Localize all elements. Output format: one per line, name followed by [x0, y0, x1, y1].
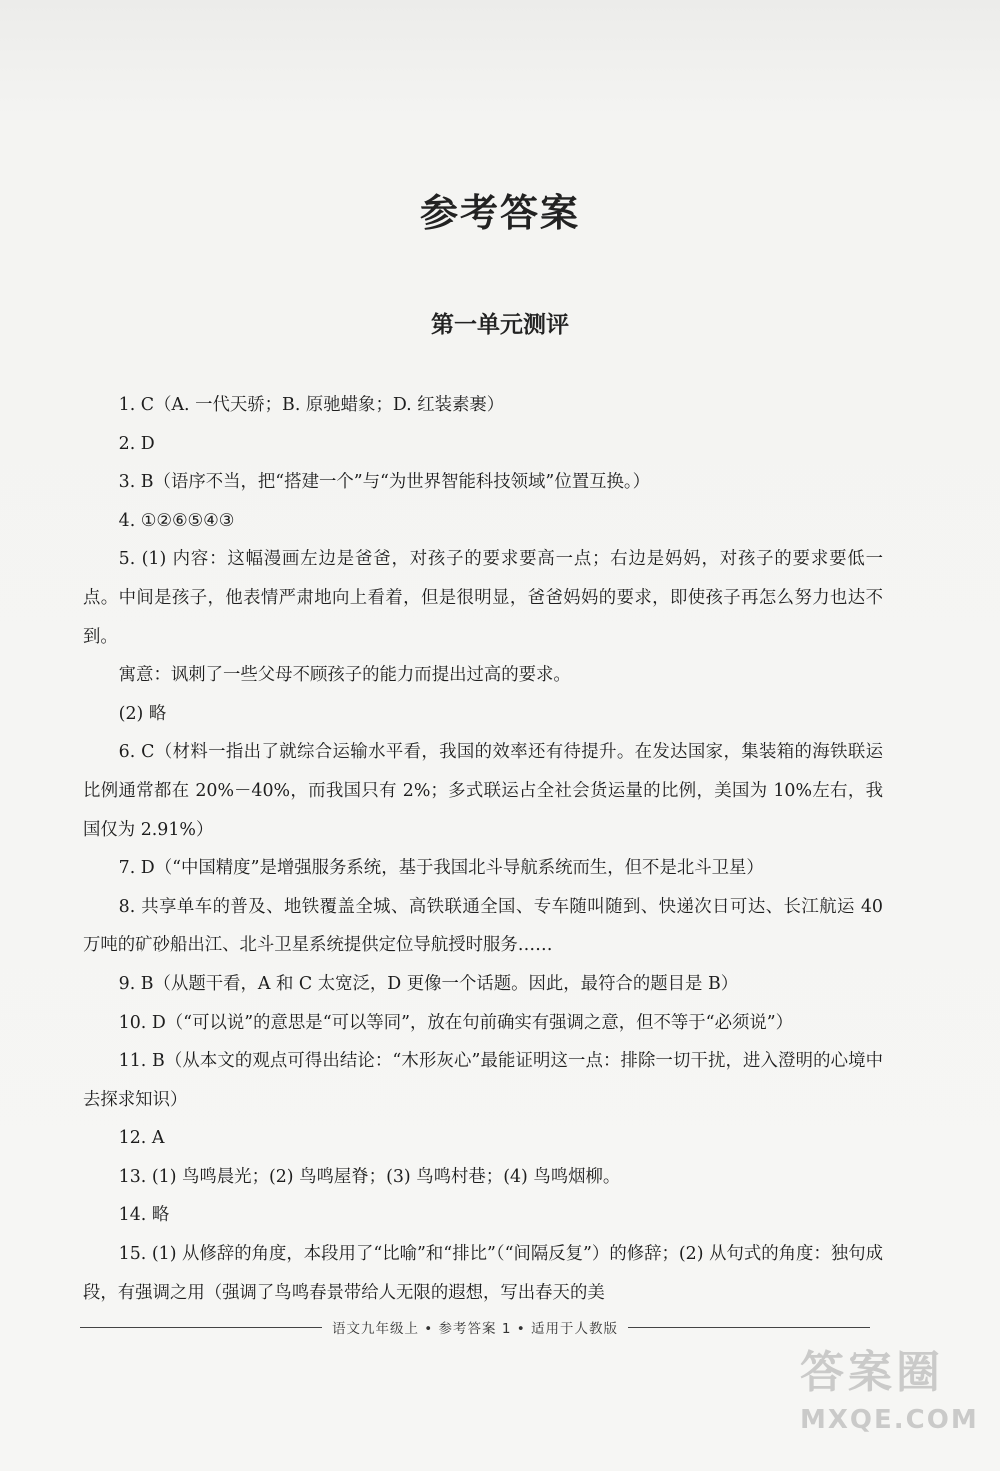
answer-paragraph: 9. B（从题干看，A 和 C 太宽泛，D 更像一个话题。因此，最符合的题目是 B） [118, 973, 739, 994]
answer-paragraph: 13. (1) 鸟鸣晨光；(2) 鸟鸣屋脊；(3) 鸟鸣村巷；(4) 鸟鸣烟柳。 [118, 1166, 621, 1187]
answer-paragraph: 3. B（语序不当，把“搭建一个”与“为世界智能科技领域”位置互换。） [118, 472, 650, 493]
answer-paragraph: 11. B（从本文的观点可得出结论：“木形灰心”最能证明这一点：排除一切干扰，进入澄明的心境中去探求知识） [83, 1051, 883, 1110]
answer-paragraph: 7. D（“中国精度”是增强服务系统，基于我国北斗导航系统而生，但不是北斗卫星） [118, 858, 764, 879]
footer-rule-right [628, 1327, 870, 1328]
answer-paragraph: 5. (1) 内容：这幅漫画左边是爸爸，对孩子的要求要高一点；右边是妈妈，对孩子的要求要低一点。中间是孩子，他表情严肃地向上看着，但是很明显，爸爸妈妈的要求，即使孩子再怎么努力也达不到。 [83, 549, 883, 647]
answer-paragraph: 12. A [118, 1128, 165, 1149]
answer-paragraph: 15. (1) 从修辞的角度，本段用了“比喻”和“排比”（“间隔反复”）的修辞；(2) 从句式的角度：独句成段，有强调之用（强调了鸟鸣春景带给人无限的遐想，写出春天的美 [83, 1244, 883, 1303]
answer-content [83, 386, 883, 1312]
answer-paragraph: 10. D（“可以说”的意思是“可以等同”，放在句前确实有强调之意，但不等于“必须说”） [118, 1012, 794, 1033]
footer-rule-left [80, 1327, 322, 1328]
page-title: 参考答案 [419, 191, 580, 235]
answer-paragraph: 寓意：讽刺了一些父母不顾孩子的能力而提出过高的要求。 [118, 665, 571, 686]
answer-paragraph: 8. 共享单车的普及、地铁覆盖全城、高铁联通全国、专车随叫随到、快递次日可达、长江航运 40 万吨的矿砂船出江、北斗卫星系统提供定位导航授时服务…… [83, 896, 883, 956]
site-watermark [800, 1341, 980, 1451]
footer-text: 语文九年级上 • 参考答案 1 • 适用于人教版 [332, 1321, 618, 1337]
watermark-url: MXQE.COM [800, 1405, 979, 1435]
answer-paragraph: 14. 略 [118, 1205, 170, 1226]
section-heading: 第一单元测评 [431, 312, 569, 338]
answer-paragraph: (2) 略 [118, 703, 167, 724]
answer-paragraph: 2. D [118, 433, 155, 454]
answer-paragraph: 4. ①②⑥⑤④③ [118, 510, 235, 531]
watermark-logo-text: 答案圈 [800, 1347, 944, 1398]
answer-paragraph: 1. C（A. 一代天骄；B. 原驰蜡象；D. 红装素裹） [118, 395, 505, 415]
page-footer [80, 1312, 870, 1342]
answer-paragraph: 6. C（材料一指出了就综合运输水平看，我国的效率还有待提升。在发达国家，集装箱的海铁联运比例通常都在 20%－40%，而我国只有 2%；多式联运占全社会货运量的比例，美国为 10%左右，我国仅为 2.91%） [83, 742, 883, 840]
